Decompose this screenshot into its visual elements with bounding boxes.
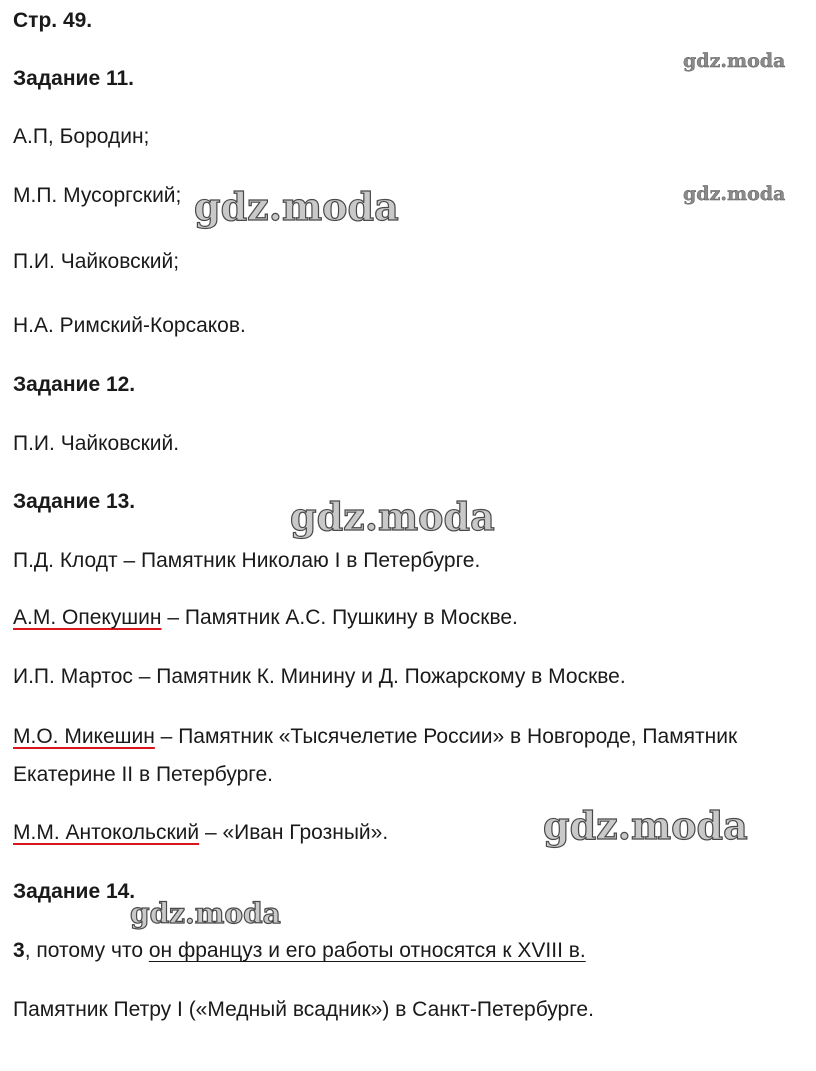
- task-13-klodt: П.Д. Клодт – Памятник Николаю I в Петербурге.: [13, 549, 481, 572]
- task-11-item: А.П, Бородин;: [13, 125, 150, 148]
- answer-number: 3: [13, 939, 25, 962]
- task-14-title: Задание 14.: [13, 880, 136, 903]
- sculptor-name-underlined: М.О. Микешин: [13, 725, 155, 748]
- task-13-mikeshin-continued: Екатерине II в Петербурге.: [13, 763, 273, 786]
- task-13-opekushin: [13, 605, 518, 631]
- page-header: Стр. 49.: [13, 9, 93, 32]
- task-13-antokolsky: [13, 820, 388, 846]
- monument-text: – Памятник «Тысячелетие России» в Новгороде, Памятник: [154, 725, 738, 748]
- monument-text: – «Иван Грозный».: [199, 821, 389, 844]
- watermark: gdz.moda: [194, 184, 399, 229]
- answer-prefix: , потому что: [24, 939, 149, 962]
- watermark: gdz.moda: [290, 494, 495, 539]
- task-13-martos: И.П. Мартос – Памятник К. Минину и Д. Пожарскому в Москве.: [13, 665, 626, 688]
- watermark: gdz.moda: [130, 897, 281, 930]
- task-13-mikeshin: [13, 724, 737, 750]
- answer-reason-underlined: он француз и его работы относятся к XVIII в.: [148, 939, 586, 962]
- task-12-answer: П.И. Чайковский.: [13, 432, 180, 455]
- task-13-title: Задание 13.: [13, 490, 136, 513]
- monument-text: – Памятник А.С. Пушкину в Москве.: [161, 606, 518, 629]
- sculptor-name-underlined: М.М. Антокольский: [13, 821, 200, 844]
- task-11-item: П.И. Чайковский;: [13, 250, 180, 273]
- watermark: gdz.moda: [683, 183, 786, 205]
- task-14-answer: [13, 938, 586, 964]
- task-12-title: Задание 12.: [13, 373, 136, 396]
- task-11-item: Н.А. Римский-Корсаков.: [13, 314, 246, 337]
- task-11-item: М.П. Мусоргский;: [13, 184, 182, 207]
- sculptor-name-underlined: А.М. Опекушин: [13, 606, 162, 629]
- task-14-monument: Памятник Петру I («Медный всадник») в Санкт-Петербурге.: [13, 998, 594, 1021]
- task-11-title: Задание 11.: [13, 67, 134, 90]
- watermark: gdz.moda: [683, 50, 786, 72]
- watermark: gdz.moda: [543, 803, 748, 848]
